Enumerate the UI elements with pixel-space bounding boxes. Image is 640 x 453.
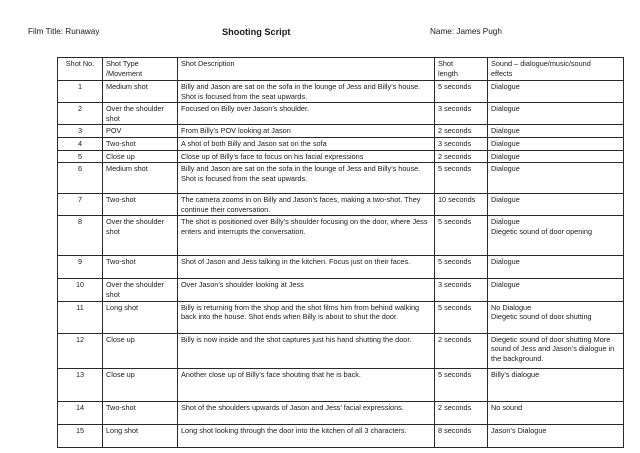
column-header-shot-no: Shot No. bbox=[58, 58, 103, 81]
table-header-row bbox=[58, 58, 624, 81]
cell-sound: Billy’s dialogue bbox=[488, 368, 624, 401]
table-row bbox=[58, 150, 624, 163]
cell-shot-type: POV bbox=[103, 125, 178, 138]
table-body bbox=[58, 81, 624, 448]
cell-shot-description: Focused on Billy over Jason’s shoulder. bbox=[178, 103, 435, 125]
cell-shot-length: 2 seconds bbox=[435, 333, 488, 368]
page-title: Shooting Script bbox=[222, 27, 291, 37]
cell-shot-no: 8 bbox=[58, 216, 103, 256]
cell-shot-description: A shot of both Billy and Jason sat on the sofa bbox=[178, 137, 435, 150]
cell-shot-no: 4 bbox=[58, 137, 103, 150]
cell-sound: Dialogue bbox=[488, 279, 624, 301]
table-row bbox=[58, 194, 624, 216]
cell-sound: Dialogue bbox=[488, 150, 624, 163]
table-row bbox=[58, 333, 624, 368]
cell-shot-length: 5 seconds bbox=[435, 301, 488, 333]
cell-sound: Diegetic sound of door shutting More sound of Jess and Jason’s dialogue in the background. bbox=[488, 333, 624, 368]
table-row bbox=[58, 137, 624, 150]
film-title: Film Title: Runaway bbox=[28, 27, 100, 36]
cell-sound: No Dialogue Diegetic sound of door shutting bbox=[488, 301, 624, 333]
cell-shot-description: Billy and Jason are sat on the sofa in the lounge of Jess and Billy’s house. Shot is focused from the seat upwards. bbox=[178, 81, 435, 103]
cell-sound: Jason’s Dialogue bbox=[488, 424, 624, 447]
cell-shot-type: Over the shoulder shot bbox=[103, 216, 178, 256]
table-row bbox=[58, 279, 624, 301]
table-row bbox=[58, 256, 624, 279]
author-name: Name: James Pugh bbox=[430, 27, 502, 36]
cell-shot-no: 5 bbox=[58, 150, 103, 163]
cell-shot-no: 10 bbox=[58, 279, 103, 301]
cell-shot-length: 5 seconds bbox=[435, 216, 488, 256]
cell-shot-type: Over the shoulder shot bbox=[103, 279, 178, 301]
table-row bbox=[58, 424, 624, 447]
table-row bbox=[58, 81, 624, 103]
cell-shot-description: Another close up of Billy’s face shouting that he is back. bbox=[178, 368, 435, 401]
cell-shot-description: Over Jason’s shoulder looking at Jess bbox=[178, 279, 435, 301]
cell-shot-length: 2 seconds bbox=[435, 150, 488, 163]
cell-sound: Dialogue bbox=[488, 137, 624, 150]
cell-sound: No sound bbox=[488, 401, 624, 424]
cell-shot-description: Long shot looking through the door into the kitchen of all 3 characters. bbox=[178, 424, 435, 447]
cell-shot-type: Two-shot bbox=[103, 137, 178, 150]
cell-sound: Dialogue bbox=[488, 103, 624, 125]
table-row bbox=[58, 301, 624, 333]
cell-shot-description: The shot is positioned over Billy’s shoulder focusing on the door, where Jess enters and interrupts the conversation. bbox=[178, 216, 435, 256]
cell-shot-type: Close up bbox=[103, 150, 178, 163]
cell-shot-description: Billy is now inside and the shot captures just his hand shutting the door. bbox=[178, 333, 435, 368]
cell-shot-no: 15 bbox=[58, 424, 103, 447]
cell-shot-type: Long shot bbox=[103, 424, 178, 447]
table-row bbox=[58, 368, 624, 401]
column-header-shot-length: Shot length bbox=[435, 58, 488, 81]
cell-shot-type: Two-shot bbox=[103, 256, 178, 279]
cell-shot-description: From Billy’s POV looking at Jason bbox=[178, 125, 435, 138]
cell-shot-length: 2 seconds bbox=[435, 125, 488, 138]
cell-sound: Dialogue bbox=[488, 194, 624, 216]
table-row bbox=[58, 163, 624, 194]
column-header-shot-type: Shot Type /Movement bbox=[103, 58, 178, 81]
cell-shot-length: 5 seconds bbox=[435, 81, 488, 103]
cell-shot-description: Billy is returning from the shop and the shot films him from behind walking back into the house. Shot ends when Billy is about to shut the door. bbox=[178, 301, 435, 333]
cell-sound: Dialogue Diegetic sound of door opening bbox=[488, 216, 624, 256]
cell-shot-no: 1 bbox=[58, 81, 103, 103]
table-row bbox=[58, 125, 624, 138]
cell-shot-description: Shot of Jason and Jess talking in the kitchen. Focus just on their faces. bbox=[178, 256, 435, 279]
cell-shot-length: 3 seconds bbox=[435, 103, 488, 125]
table-row bbox=[58, 103, 624, 125]
cell-shot-type: Close up bbox=[103, 368, 178, 401]
cell-shot-length: 5 seconds bbox=[435, 256, 488, 279]
cell-sound: Dialogue bbox=[488, 163, 624, 194]
cell-shot-description: The camera zooms in on Billy and Jason’s faces, making a two-shot. They continue their conversation. bbox=[178, 194, 435, 216]
cell-sound: Dialogue bbox=[488, 81, 624, 103]
cell-shot-length: 3 seconds bbox=[435, 279, 488, 301]
shooting-script-table bbox=[57, 57, 624, 448]
cell-shot-type: Two-shot bbox=[103, 194, 178, 216]
cell-shot-description: Shot of the shoulders upwards of Jason and Jess’ facial expressions. bbox=[178, 401, 435, 424]
cell-shot-no: 7 bbox=[58, 194, 103, 216]
cell-shot-description: Billy and Jason are sat on the sofa in the lounge of Jess and Billy’s house. Shot is focused from the seat upwards. bbox=[178, 163, 435, 194]
cell-shot-no: 2 bbox=[58, 103, 103, 125]
cell-shot-no: 11 bbox=[58, 301, 103, 333]
cell-shot-length: 3 seconds bbox=[435, 137, 488, 150]
cell-shot-length: 8 seconds bbox=[435, 424, 488, 447]
cell-sound: Dialogue bbox=[488, 125, 624, 138]
cell-shot-type: Close up bbox=[103, 333, 178, 368]
cell-shot-no: 13 bbox=[58, 368, 103, 401]
table-row bbox=[58, 216, 624, 256]
cell-shot-length: 2 seconds bbox=[435, 401, 488, 424]
column-header-sound: Sound – dialogue/music/sound effects bbox=[488, 58, 624, 81]
cell-shot-type: Medium shot bbox=[103, 81, 178, 103]
cell-shot-length: 5 seconds bbox=[435, 163, 488, 194]
cell-shot-type: Medium shot bbox=[103, 163, 178, 194]
cell-sound: Dialogue bbox=[488, 256, 624, 279]
cell-shot-length: 5 seconds bbox=[435, 368, 488, 401]
cell-shot-type: Long shot bbox=[103, 301, 178, 333]
cell-shot-no: 3 bbox=[58, 125, 103, 138]
cell-shot-length: 10 seconds bbox=[435, 194, 488, 216]
table-header bbox=[58, 58, 624, 81]
document-header bbox=[0, 26, 640, 42]
table-row bbox=[58, 401, 624, 424]
column-header-shot-description: Shot Description bbox=[178, 58, 435, 81]
cell-shot-no: 14 bbox=[58, 401, 103, 424]
cell-shot-no: 6 bbox=[58, 163, 103, 194]
cell-shot-type: Two-shot bbox=[103, 401, 178, 424]
cell-shot-no: 12 bbox=[58, 333, 103, 368]
cell-shot-no: 9 bbox=[58, 256, 103, 279]
cell-shot-type: Over the shoulder shot bbox=[103, 103, 178, 125]
cell-shot-description: Close up of Billy’s face to focus on his facial expressions bbox=[178, 150, 435, 163]
